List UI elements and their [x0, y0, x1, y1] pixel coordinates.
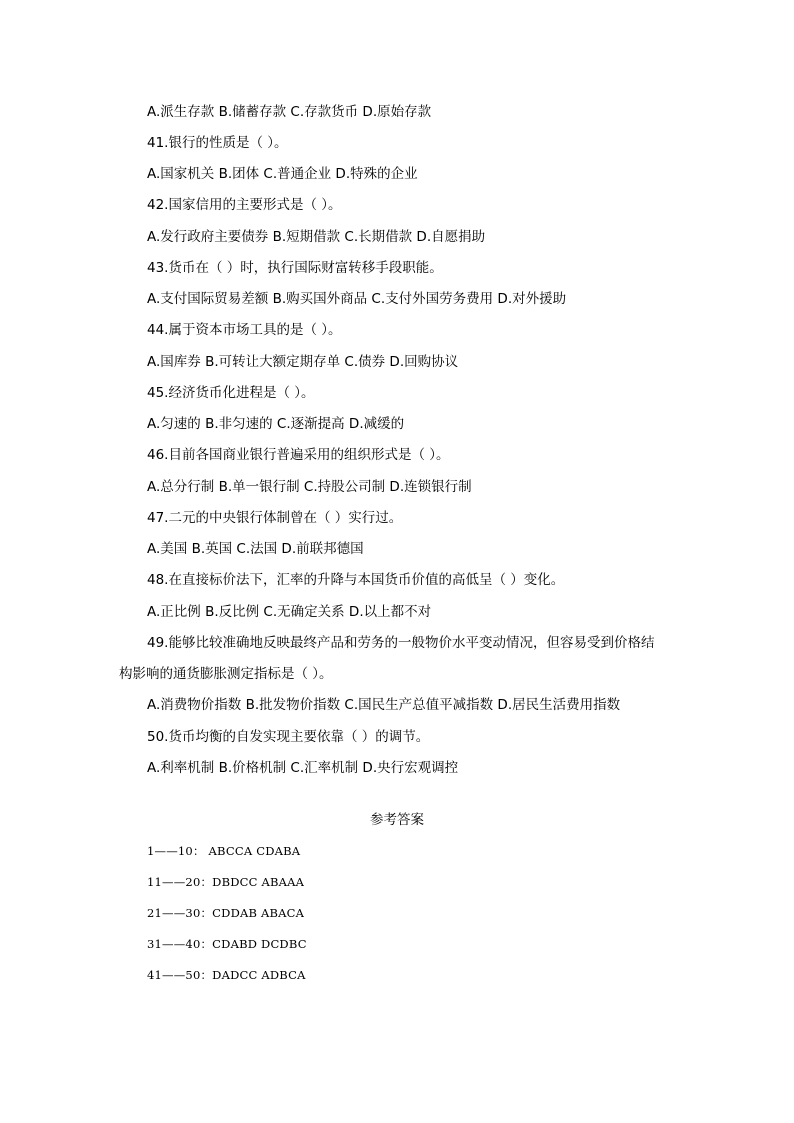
option-line-q49: A.消费物价指数 B.批发物价指数 C.国民生产总值平减指数 D.居民生活费用指数: [147, 697, 621, 713]
answer-row: 1——10： ABCCA CDABA: [147, 844, 301, 858]
question-44: 44.属于资本市场工具的是（ ）。: [147, 322, 342, 338]
option-line-q46: A.总分行制 B.单一银行制 C.持股公司制 D.连锁银行制: [147, 479, 472, 495]
option-line-q43: A.支付国际贸易差额 B.购买国外商品 C.支付外国劳务费用 D.对外援助: [147, 291, 567, 307]
question-50: 50.货币均衡的自发实现主要依靠（ ）的调节。: [147, 729, 430, 745]
answer-row: 11——20：DBDCC ABAAA: [147, 875, 305, 889]
question-48: 48.在直接标价法下，汇率的升降与本国货币价值的高低呈（ ）变化。: [147, 572, 565, 588]
option-line-q40: A.派生存款 B.储蓄存款 C.存款货币 D.原始存款: [147, 104, 432, 120]
option-line-q41: A.国家机关 B.团体 C.普通企业 D.特殊的企业: [147, 166, 418, 182]
question-43: 43.货币在（ ）时，执行国际财富转移手段职能。: [147, 260, 443, 276]
question-49: 49.能够比较准确地反映最终产品和劳务的一般物价水平变动情况，但容易受到价格结: [147, 635, 655, 651]
option-line-q50: A.利率机制 B.价格机制 C.汇率机制 D.央行宏观调控: [147, 760, 459, 776]
option-line-q47: A.美国 B.英国 C.法国 D.前联邦德国: [147, 541, 364, 557]
answer-row: 21——30：CDDAB ABACA: [147, 906, 305, 920]
question-45: 45.经济货币化进程是（ ）。: [147, 385, 315, 401]
question-41: 41.银行的性质是（ ）。: [147, 135, 288, 151]
answers-heading: 参考答案: [370, 812, 424, 828]
question-49-continued: 构影响的通货膨胀测定指标是（ ）。: [119, 666, 333, 682]
option-line-q42: A.发行政府主要债券 B.短期借款 C.长期借款 D.自愿捐助: [147, 229, 486, 245]
option-line-q44: A.国库券 B.可转让大额定期存单 C.债券 D.回购协议: [147, 354, 459, 370]
answer-row: 41——50：DADCC ADBCA: [147, 968, 306, 982]
option-line-q48: A.正比例 B.反比例 C.无确定关系 D.以上都不对: [147, 604, 432, 620]
question-46: 46.目前各国商业银行普遍采用的组织形式是（ ）。: [147, 447, 450, 463]
answer-row: 31——40：CDABD DCDBC: [147, 937, 307, 951]
question-42: 42.国家信用的主要形式是（ ）。: [147, 197, 342, 213]
option-line-q45: A.匀速的 B.非匀速的 C.逐渐提高 D.减缓的: [147, 416, 405, 432]
question-47: 47.二元的中央银行体制曾在（ ）实行过。: [147, 510, 403, 526]
